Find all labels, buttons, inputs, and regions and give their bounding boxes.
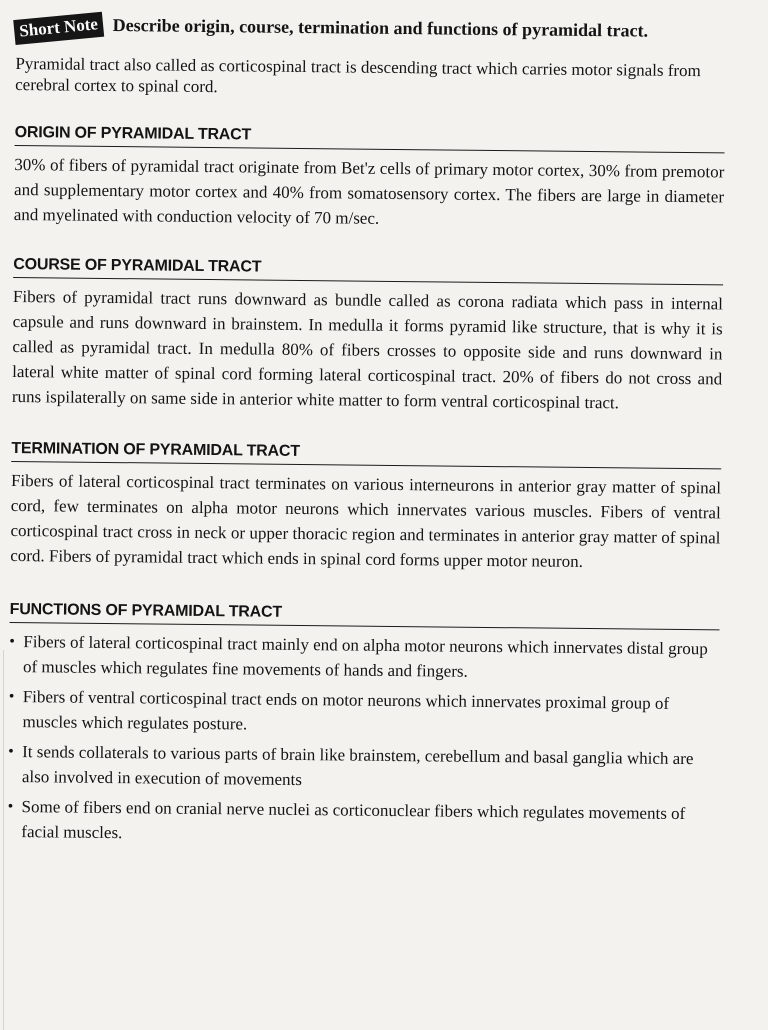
section-heading-functions: FUNCTIONS OF PYRAMIDAL TRACT — [10, 600, 720, 630]
list-item — [9, 629, 719, 686]
list-item-text: Some of fibers end on cranial nerve nuclei as corticonuclear fibers which regulates movements of facial muscles. — [21, 797, 686, 843]
section-text-origin: 30% of fibers of pyramidal tract originate from Bet'z cells of primary motor cortex, 30% from premotor and supplementary motor cortex and 40% from somatosensory cortex. The fibers are large in diameter and myelinated with conduction velocity of 70 m/sec. — [13, 154, 725, 228]
list-item-text: It sends collaterals to various parts of brain like brainstem, cerebellum and basal ganglia which are also involved in execution of movements — [21, 742, 694, 790]
section-heading-course: COURSE OF PYRAMIDAL TRACT — [13, 255, 723, 285]
page — [7, 6, 726, 856]
section-heading-termination: TERMINATION OF PYRAMIDAL TRACT — [11, 439, 721, 469]
list-item-text: Fibers of lateral corticospinal tract mainly end on alpha motor neurons which innervates distal group of muscles which regulates fine movements of hands and fingers. — [22, 632, 708, 681]
question-text: Describe origin, course, termination and functions of pyramidal tract. — [112, 15, 649, 41]
section-course — [12, 255, 724, 416]
list-item — [8, 739, 718, 796]
section-origin — [14, 123, 725, 234]
intro-paragraph: Pyramidal tract also called as corticospinal tract is descending tract which carries motor signals from cerebral cortex to spinal cord. — [15, 53, 701, 97]
list-item — [8, 684, 718, 741]
short-note-badge: Short Note — [13, 12, 104, 45]
list-item-text: Fibers of ventral corticospinal tract ends on motor neurons which innervates proximal group of muscles which regulates posture. — [22, 687, 670, 734]
functions-list — [7, 629, 719, 851]
section-text-termination: Fibers of lateral corticospinal tract terminates on various interneurons in anterior gray matter of spinal cord, few terminates on alpha motor neurons which innervates various muscles. Fibers of ventral corticospinal tract cross in neck or upper thoracic region and terminates in anterior gray matter of spinal cord. Fibers of pyramidal tract which ends in spinal cord forms upper motor neuron. — [10, 470, 722, 571]
section-termination — [10, 439, 721, 575]
bullet-icon: • — [8, 687, 15, 706]
page-gutter-line — [3, 650, 4, 1030]
bullet-icon: • — [7, 797, 14, 816]
list-item — [7, 794, 717, 851]
bullet-icon: • — [8, 742, 14, 761]
section-text-course: Fibers of pyramidal tract runs downward as bundle called as corona radiata which pass in internal capsule and runs downward in brainstem. In medulla it forms pyramid like structure, that is why it is called as pyramidal tract. In medulla 80% of fibers crosses to opposite side and runs downward in lateral white matter of spinal cord forming lateral corticospinal tract. 20% of fibers do not cross and runs ispilaterally on same side in anterior white matter to form ventral corticospinal tract. — [11, 286, 724, 413]
bullet-icon: • — [9, 632, 16, 651]
question-header — [16, 10, 726, 52]
section-functions — [7, 600, 720, 851]
section-heading-origin: ORIGIN OF PYRAMIDAL TRACT — [15, 123, 725, 153]
